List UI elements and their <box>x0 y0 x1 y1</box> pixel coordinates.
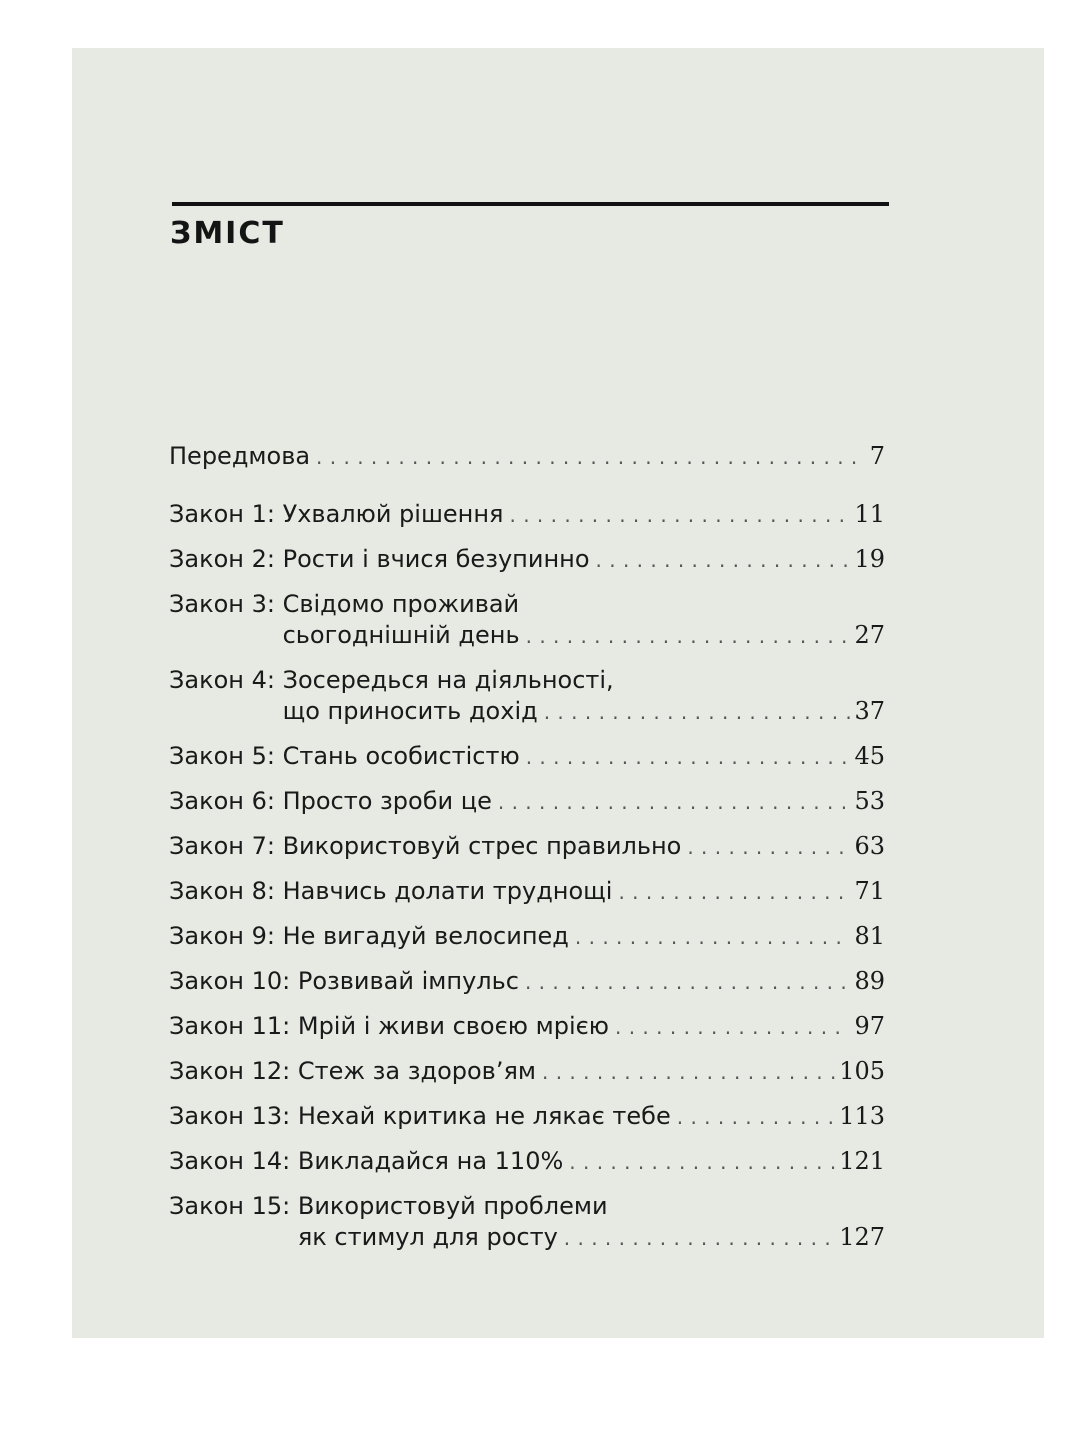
dot-leader <box>618 877 850 908</box>
toc-page-number: 53 <box>854 787 885 815</box>
toc-line <box>283 741 885 773</box>
toc-line <box>283 620 885 652</box>
toc-line <box>298 1191 885 1222</box>
dot-leader <box>525 967 851 998</box>
toc-entry-body <box>283 786 885 818</box>
label-spacer <box>275 741 283 772</box>
table-of-contents <box>169 441 885 1254</box>
toc-entry <box>169 741 885 773</box>
toc-entry <box>169 1056 885 1088</box>
toc-line <box>298 1011 885 1043</box>
toc-entry-body <box>298 1191 885 1254</box>
toc-line <box>283 589 885 620</box>
label-spacer <box>290 1011 298 1042</box>
chapter-title: Викладайся на 110% <box>297 1147 564 1175</box>
dot-leader <box>596 545 851 576</box>
chapter-label: Закон 11: <box>169 1012 291 1040</box>
toc-entry-body <box>298 1056 885 1088</box>
dot-leader <box>575 922 851 953</box>
dot-leader <box>526 742 851 773</box>
label-spacer <box>275 786 283 817</box>
chapter-list <box>169 499 885 1254</box>
label-spacer <box>275 665 283 696</box>
toc-entry-body <box>283 589 885 652</box>
chapter-title: Розвивай імпульс <box>297 967 519 995</box>
toc-entry <box>169 921 885 953</box>
toc-entry-body <box>283 741 885 773</box>
toc-entry-body <box>298 966 885 998</box>
toc-line <box>283 665 885 696</box>
chapter-title: Стань особистістю <box>282 742 520 770</box>
toc-entry <box>169 1011 885 1043</box>
toc-page-number: 121 <box>839 1147 885 1175</box>
label-spacer <box>275 921 283 952</box>
chapter-title: Нехай критика не лякає тебе <box>297 1102 671 1130</box>
dot-leader <box>569 1147 835 1178</box>
label-spacer <box>290 1056 298 1087</box>
dot-leader <box>564 1223 835 1254</box>
dot-leader <box>544 697 851 728</box>
chapter-label: Закон 13: <box>169 1102 291 1130</box>
label-spacer <box>275 589 283 620</box>
label-spacer <box>290 1146 298 1177</box>
toc-page-number: 105 <box>839 1057 885 1085</box>
toc-line <box>298 1146 885 1178</box>
label-spacer <box>275 876 283 907</box>
toc-line <box>283 921 885 953</box>
toc-entry-body <box>283 831 885 863</box>
chapter-title: Мрій і живи своєю мрією <box>297 1012 609 1040</box>
chapter-label: Закон 12: <box>169 1057 291 1085</box>
label-spacer <box>275 499 283 530</box>
toc-page-number: 45 <box>854 742 885 770</box>
toc-entry-body <box>283 876 885 908</box>
chapter-title: Не вигадуй велосипед <box>282 922 569 950</box>
toc-line <box>283 831 885 863</box>
toc-entry <box>169 966 885 998</box>
chapter-title: Зосередься на діяльності, <box>282 666 614 694</box>
chapter-label: Закон 2: <box>169 545 275 573</box>
toc-page-number: 63 <box>854 832 885 860</box>
toc-entry-preface <box>169 441 885 473</box>
toc-entry-body <box>169 441 885 473</box>
toc-entry <box>169 589 885 652</box>
toc-page-number: 11 <box>854 500 885 528</box>
chapter-label: Закон 9: <box>169 922 275 950</box>
chapter-label: Закон 5: <box>169 742 275 770</box>
toc-entry <box>169 1101 885 1133</box>
book-page <box>72 48 1044 1338</box>
toc-page-number: 127 <box>839 1223 885 1251</box>
chapter-title: Використовуй проблеми <box>297 1192 608 1220</box>
chapter-label: Закон 4: <box>169 666 275 694</box>
toc-line <box>283 696 885 728</box>
chapter-title: Використовуй стрес правильно <box>282 832 682 860</box>
toc-entry-body <box>298 1101 885 1133</box>
dot-leader <box>526 621 851 652</box>
chapter-title: Свідомо проживай <box>282 590 520 618</box>
toc-line <box>283 499 885 531</box>
toc-line <box>298 1101 885 1133</box>
toc-page-number: 71 <box>854 877 885 905</box>
dot-leader <box>542 1057 835 1088</box>
dot-leader <box>677 1102 835 1133</box>
label-spacer <box>290 1191 298 1222</box>
toc-entry <box>169 544 885 576</box>
toc-line <box>298 1056 885 1088</box>
toc-entry <box>169 786 885 818</box>
toc-entry <box>169 876 885 908</box>
toc-page-number: 37 <box>854 697 885 725</box>
toc-entry-body <box>283 544 885 576</box>
dot-leader <box>316 442 866 473</box>
toc-entry <box>169 1146 885 1178</box>
dot-leader <box>510 500 851 531</box>
chapter-label: Закон 15: <box>169 1192 291 1220</box>
chapter-label: Закон 10: <box>169 967 291 995</box>
chapter-label: Закон 8: <box>169 877 275 905</box>
label-spacer <box>275 544 283 575</box>
title-rule <box>172 202 889 206</box>
dot-leader <box>498 787 851 818</box>
toc-entry-body <box>283 665 885 728</box>
toc-entry-body <box>283 921 885 953</box>
chapter-label: Закон 7: <box>169 832 275 860</box>
toc-entry <box>169 665 885 728</box>
toc-entry <box>169 1191 885 1254</box>
chapter-label: Закон 1: <box>169 500 275 528</box>
toc-line <box>283 786 885 818</box>
chapter-label: Закон 6: <box>169 787 275 815</box>
toc-entry <box>169 499 885 531</box>
toc-line <box>298 1222 885 1254</box>
toc-page-number: 89 <box>854 967 885 995</box>
chapter-title: Рости і вчися безупинно <box>282 545 590 573</box>
toc-line <box>283 544 885 576</box>
chapter-title: сьогоднішній день <box>282 621 520 649</box>
toc-entry-body <box>298 1011 885 1043</box>
dot-leader <box>615 1012 850 1043</box>
toc-page-number: 27 <box>854 621 885 649</box>
toc-line <box>283 876 885 908</box>
chapter-title: як стимул для росту <box>297 1223 558 1251</box>
label-spacer <box>290 1101 298 1132</box>
toc-page-number: 97 <box>854 1012 885 1040</box>
chapter-label: Закон 3: <box>169 590 275 618</box>
toc-entry-body <box>283 499 885 531</box>
toc-page-number: 19 <box>854 545 885 573</box>
toc-page-number: 7 <box>869 442 885 470</box>
chapter-label: Закон 14: <box>169 1147 291 1175</box>
chapter-title: Просто зроби це <box>282 787 492 815</box>
toc-page-number: 113 <box>839 1102 885 1130</box>
toc-page-number: 81 <box>854 922 885 950</box>
toc-entry-title: Передмова <box>169 442 311 470</box>
chapter-title: Ухвалюй рішення <box>282 500 504 528</box>
toc-line <box>169 441 885 473</box>
chapter-title: Стеж за здоров’ям <box>297 1057 536 1085</box>
dot-leader <box>687 832 850 863</box>
toc-entry <box>169 831 885 863</box>
label-spacer <box>275 831 283 862</box>
toc-entry-body <box>298 1146 885 1178</box>
page-title: ЗМІСТ <box>170 216 285 251</box>
label-spacer <box>290 966 298 997</box>
chapter-title: що приносить дохід <box>282 697 538 725</box>
toc-line <box>298 966 885 998</box>
chapter-title: Навчись долати труднощі <box>282 877 613 905</box>
